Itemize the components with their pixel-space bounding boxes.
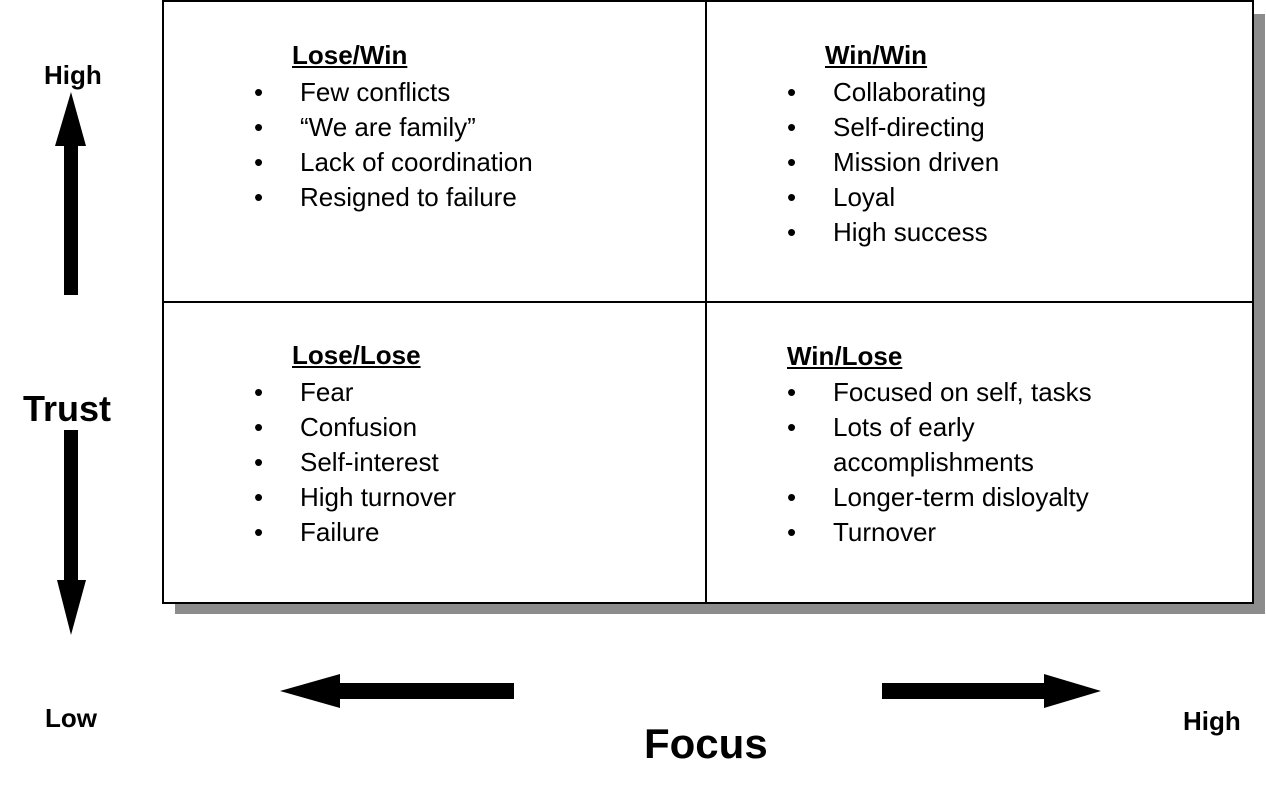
bullet: •: [787, 77, 797, 107]
list-item: • Self-interest: [254, 445, 261, 480]
bullet: •: [254, 412, 264, 442]
list-item: • “We are family”: [254, 110, 261, 145]
bullet: •: [254, 112, 264, 142]
bullet: •: [787, 112, 797, 142]
bullet: •: [254, 377, 264, 407]
list-item-continuation: accomplishments: [833, 447, 1034, 477]
list-item: • Collaborating: [787, 75, 794, 110]
bullet: •: [787, 217, 797, 247]
bullet: •: [254, 482, 264, 512]
horizontal-divider: [164, 301, 1252, 303]
focus-high-label: High: [1183, 706, 1241, 736]
trust-low-label: Low: [45, 703, 97, 733]
list-item: • High turnover: [254, 480, 261, 515]
bullet: •: [787, 517, 797, 547]
quadrant-list-lose-lose: [254, 375, 457, 550]
list-item: • Lack of coordination: [254, 145, 261, 180]
quadrant-list-win-win: [787, 75, 1000, 250]
focus-axis-label: Focus: [644, 720, 768, 767]
quadrant-title-win-win: Win/Win: [825, 40, 928, 70]
bullet: •: [254, 147, 264, 177]
list-item: • Loyal: [787, 180, 794, 215]
list-item: • Resigned to failure: [254, 180, 261, 215]
quadrant-list-win-lose: [787, 375, 1092, 550]
arrow-down-icon: [56, 430, 88, 636]
quadrant-matrix: [162, 0, 1254, 604]
arrow-left-icon: [280, 674, 516, 708]
bullet: •: [254, 182, 264, 212]
list-item: • Fear: [254, 375, 261, 410]
list-item: • Turnover: [787, 515, 794, 550]
bullet: •: [254, 447, 264, 477]
quadrant-list-lose-win: [254, 75, 533, 215]
list-item: • Lots of early: [787, 410, 794, 445]
list-item: • Mission driven: [787, 145, 794, 180]
list-item: • Focused on self, tasks: [787, 375, 794, 410]
list-item: • Longer-term disloyalty: [787, 480, 794, 515]
bullet: •: [787, 147, 797, 177]
bullet: •: [787, 482, 797, 512]
arrow-right-icon: [882, 674, 1102, 708]
list-item: • Confusion: [254, 410, 261, 445]
bullet: •: [787, 377, 797, 407]
quadrant-title-lose-lose: Lose/Lose: [292, 340, 421, 370]
bullet: •: [254, 517, 264, 547]
bullet: •: [787, 412, 797, 442]
list-item: • Self-directing: [787, 110, 794, 145]
trust-high-label: High: [44, 60, 102, 90]
trust-axis-label: Trust: [23, 388, 112, 429]
list-item: • High success: [787, 215, 794, 250]
list-item: • Few conflicts: [254, 75, 261, 110]
bullet: •: [254, 77, 264, 107]
arrow-up-icon: [55, 92, 87, 296]
quadrant-title-win-lose: Win/Lose: [787, 341, 903, 371]
quadrant-title-lose-win: Lose/Win: [292, 40, 408, 70]
bullet: •: [787, 182, 797, 212]
list-item: • Failure: [254, 515, 261, 550]
